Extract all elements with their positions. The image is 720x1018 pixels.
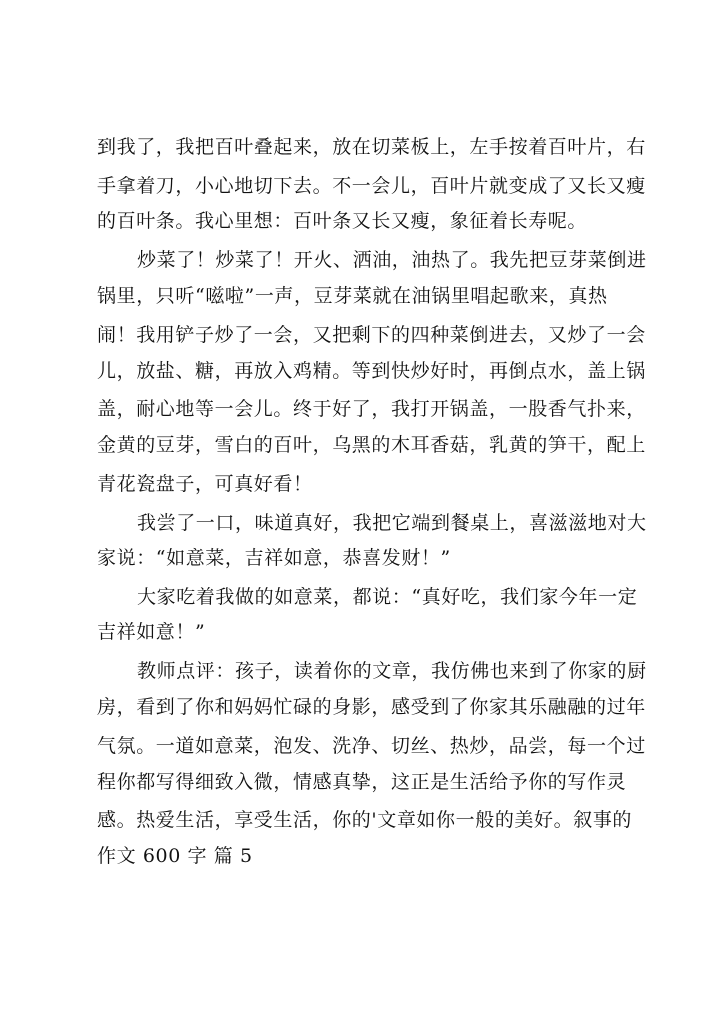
- text-line: 盖，耐心地等一会儿。终于好了，我打开锅盖，一股香气扑来，: [97, 398, 646, 420]
- paragraph-start-line: 我尝了一口，味道真好，我把它端到餐桌上，喜滋滋地对大: [137, 512, 647, 534]
- text-line: 的百叶条。我心里想：百叶条又长又瘦，象征着长寿呢。: [97, 210, 588, 232]
- section-heading-line: 作文 600 字 篇 5: [97, 845, 253, 867]
- text-line: 气氛。一道如意菜，泡发、洗净、切丝、热炒，品尝，每一个过: [97, 735, 646, 757]
- text-line: 房，看到了你和妈妈忙碌的身影，感受到了你家其乐融融的过年: [97, 696, 646, 718]
- text-line: 金黄的豆芽，雪白的百叶，乌黑的木耳香菇，乳黄的笋干，配上: [97, 434, 646, 456]
- text-line: 到我了，我把百叶叠起来，放在切菜板上，左手按着百叶片，右: [97, 136, 646, 158]
- text-line: 家说：“如意菜，吉祥如意，恭喜发财！”: [97, 547, 451, 569]
- paragraph-start-line: 大家吃着我做的如意菜，都说：“真好吃，我们家今年一定: [137, 586, 638, 608]
- text-line: 锅里，只听“嗞啦”一声，豆芽菜就在油锅里唱起歌来，真热: [97, 285, 608, 307]
- paragraph-start-line: 炒菜了！炒菜了！开火、洒油，油热了。我先把豆芽菜倒进: [137, 249, 647, 271]
- text-line: 吉祥如意！”: [97, 621, 206, 643]
- text-line: 闹！我用铲子炒了一会，又把剩下的四种菜倒进去，又炒了一会: [97, 324, 646, 346]
- text-line: 感。热爱生活，享受生活，你的'文章如你一般的美好。叙事的: [97, 809, 633, 831]
- text-line: 青花瓷盘子，可真好看！: [97, 473, 313, 495]
- paragraph-start-line: 教师点评：孩子，读着你的文章，我仿佛也来到了你家的厨: [137, 660, 647, 682]
- text-line: 手拿着刀，小心地切下去。不一会儿，百叶片就变成了又长又瘦: [97, 175, 646, 197]
- text-line: 程你都写得细致入微，情感真挚，这正是生活给予你的写作灵: [97, 771, 627, 793]
- text-line: 儿，放盐、糖，再放入鸡精。等到快炒好时，再倒点水，盖上锅: [97, 360, 646, 382]
